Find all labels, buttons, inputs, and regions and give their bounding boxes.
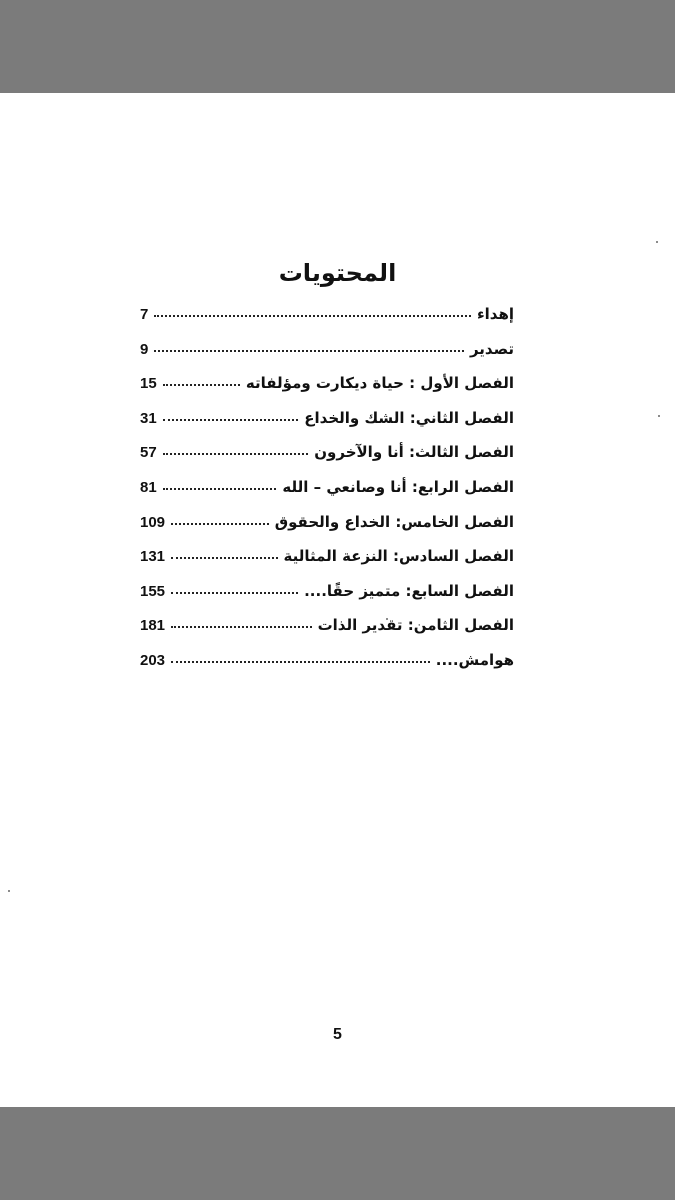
page-number: 5 [333, 1026, 342, 1043]
toc-entry [140, 513, 514, 548]
toc-entry-label: هوامش.... [435, 650, 514, 669]
toc-entry-label: الفصل الثاني: الشك والخداع [304, 408, 514, 427]
toc-entry [140, 616, 514, 651]
toc-entry-label: الفصل الأول : حياة ديكارت ومؤلفاته [245, 374, 514, 393]
toc-leader-dots [163, 487, 277, 490]
toc-entry [140, 340, 514, 375]
toc-entry-label: الفصل السابع: متميز حقًا.... [304, 581, 514, 600]
toc-entry-page: 15 [140, 375, 157, 393]
toc-entry [140, 547, 514, 582]
table-of-contents [140, 305, 514, 686]
toc-entry-page: 131 [140, 548, 166, 566]
toc-entry-page: 81 [140, 478, 157, 496]
paper-speck [658, 415, 660, 417]
toc-entry-page: 9 [140, 340, 149, 358]
toc-entry-page: 57 [140, 444, 157, 462]
toc-title: المحتويات [278, 259, 397, 287]
toc-leader-dots [163, 418, 299, 421]
toc-entry-label: الفصل الثامن: تقدير الذات [317, 616, 514, 635]
paper-speck [8, 890, 10, 892]
toc-entry-label: الفصل السادس: النزعة المثالية [283, 547, 514, 566]
toc-entry [140, 478, 514, 513]
toc-entry-page: 109 [140, 513, 166, 531]
toc-entry-label: تصدير [469, 339, 514, 358]
toc-entry-page: 203 [140, 651, 166, 669]
toc-entry-label: الفصل الخامس: الخداع والحقوق [274, 512, 514, 531]
toc-entry-label: الفصل الثالث: أنا والآخرون [314, 443, 514, 462]
toc-entry-label: الفصل الرابع: أنا وصانعي – الله [282, 477, 514, 496]
toc-entry [140, 409, 514, 444]
toc-entry-page: 7 [140, 306, 149, 323]
toc-entry-page: 181 [140, 617, 166, 635]
paper-speck [656, 241, 658, 243]
toc-entry [140, 443, 514, 478]
toc-entry [140, 582, 514, 617]
toc-leader-dots [171, 625, 312, 628]
toc-entry [140, 651, 514, 686]
toc-leader-dots [163, 383, 240, 386]
toc-leader-dots [154, 314, 471, 317]
toc-leader-dots [171, 660, 430, 663]
toc-leader-dots [171, 522, 269, 525]
toc-leader-dots [163, 452, 309, 455]
toc-entry [140, 374, 514, 409]
book-page [0, 93, 675, 1107]
toc-leader-dots [171, 591, 298, 594]
toc-entry-page: 155 [140, 582, 166, 600]
toc-entry-page: 31 [140, 409, 157, 427]
toc-leader-dots [171, 556, 277, 559]
toc-entry [140, 305, 514, 340]
toc-leader-dots [154, 349, 464, 352]
toc-entry-label: إهداء [476, 305, 514, 323]
